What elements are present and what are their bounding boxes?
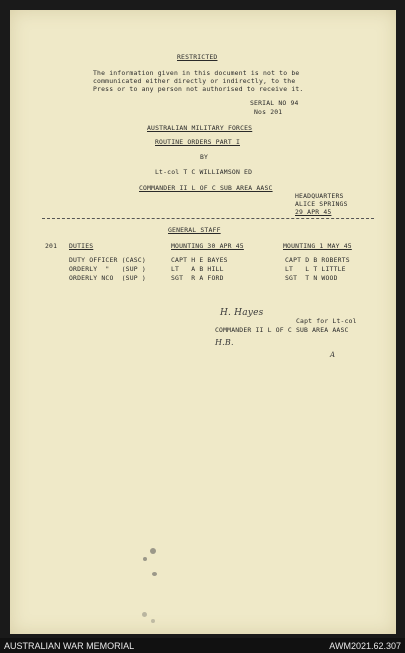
ink-stain [142, 612, 147, 617]
nos-number: Nos 201 [254, 108, 283, 116]
ink-stain [143, 557, 147, 561]
classification: RESTRICTED [177, 53, 218, 61]
ink-stain [152, 572, 157, 576]
ink-stain [150, 548, 156, 554]
ink-stain [151, 619, 155, 623]
notice-line-1: The information given in this document is not to be [93, 69, 300, 77]
signature-line-1: Capt for Lt-col [296, 317, 357, 325]
notice-line-2: communicated either directly or indirectly, to the [93, 77, 296, 85]
orders-title: ROUTINE ORDERS PART I [155, 138, 240, 146]
footer-bar [0, 638, 405, 653]
item-number: 201 [45, 242, 58, 250]
handwritten-signature: H. Hayes [220, 308, 264, 318]
hq-line-2: ALICE SPRINGS [295, 200, 348, 208]
section-title: GENERAL STAFF [168, 226, 221, 234]
archive-reference: AWM2021.62.307 [329, 641, 401, 651]
duty-assignee-30-apr: LT A B HILL [171, 265, 224, 273]
duty-assignee-1-may: SGT T N WOOD [285, 274, 338, 282]
hq-date: 29 APR 45 [295, 208, 332, 216]
duty-assignee-30-apr: CAPT H E BAYES [171, 256, 228, 264]
duty-assignee-1-may: CAPT D B ROBERTS [285, 256, 350, 264]
divider-line [42, 218, 374, 219]
archive-name: AUSTRALIAN WAR MEMORIAL [4, 641, 135, 651]
serial-number: SERIAL NO 94 [250, 99, 299, 107]
signature-line-2: COMMANDER II L OF C SUB AREA AASC [215, 326, 349, 334]
notice-line-3: Press or to any person not authorised to receive it. [93, 85, 304, 93]
duties-header: DUTIES [69, 242, 94, 250]
duty-assignee-1-may: LT L T LITTLE [285, 265, 346, 273]
document-page [10, 10, 396, 634]
mounting-30-apr-header: MOUNTING 30 APR 45 [171, 242, 244, 250]
hq-line-1: HEADQUARTERS [295, 192, 344, 200]
mounting-1-may-header: MOUNTING 1 MAY 45 [283, 242, 352, 250]
command-title: COMMANDER II L OF C SUB AREA AASC [139, 184, 273, 192]
handwritten-mark: A [330, 351, 336, 359]
duty-name: ORDERLY " (SUP ) [69, 265, 146, 273]
duty-assignee-30-apr: SGT R A FORD [171, 274, 224, 282]
duty-name: DUTY OFFICER (CASC) [69, 256, 146, 264]
handwritten-initials: H.B. [215, 338, 234, 347]
officer-name: Lt-col T C WILLIAMSON ED [155, 168, 253, 176]
by-label: BY [200, 153, 209, 161]
duty-name: ORDERLY NCO (SUP ) [69, 274, 146, 282]
organisation-title: AUSTRALIAN MILITARY FORCES [147, 124, 253, 132]
